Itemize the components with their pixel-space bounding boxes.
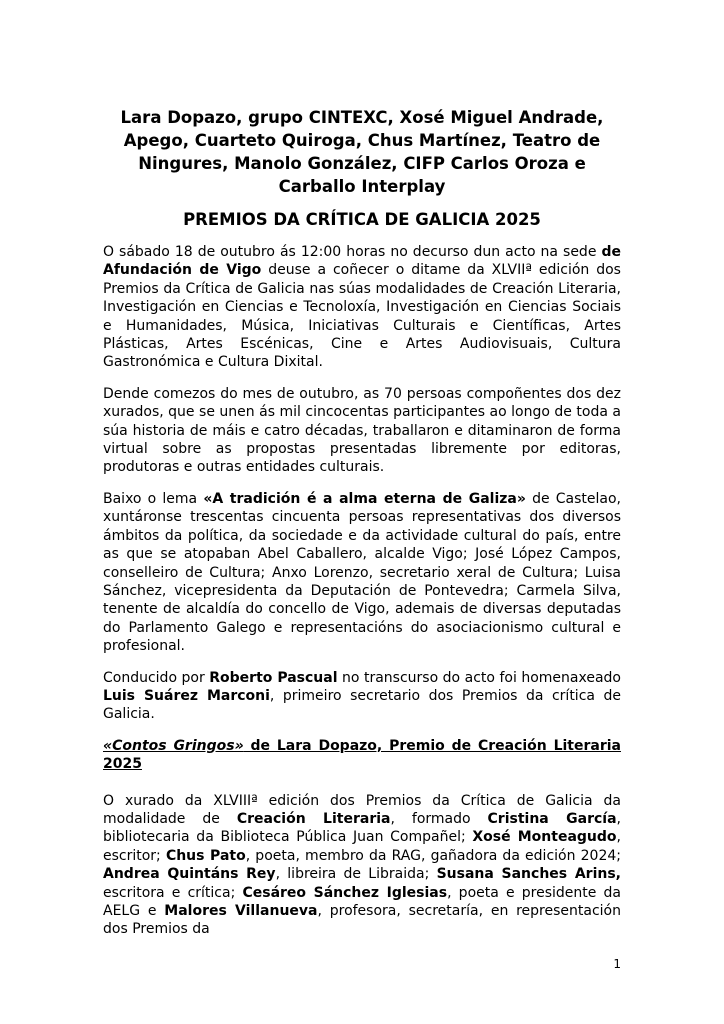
text-run: de Lara Dopazo, Premio de Creación Literaria 2025 [103, 737, 621, 773]
paragraph [103, 243, 621, 372]
text-run: Xosé Monteagudo [472, 829, 617, 846]
paragraph [103, 792, 621, 939]
text-run: Susana Sanches Arins, [436, 866, 621, 883]
text-run: deuse a coñecer o ditame da XLVIIª edición dos Premios da Crítica de Galicia nas súas modalidades de Creación Literaria, Investigación en Ciencias e Tecnoloxía, Investigación en Ciencias Sociais e Humanidades, Música, Iniciativas Culturais e Científicas, Artes Plásticas, Artes Escénicas, Cine e Artes Audiovisuais, Cultura Gastronómica e Cultura Dixital. [103, 262, 621, 371]
document-body [103, 243, 621, 939]
text-run: , libreira de Libraida; [275, 866, 437, 883]
text-run: Dende comezos do mes de outubro, as 70 persoas compoñentes dos dez xurados, que se unen ás mil cincocentas participantes ao longo de toda a súa historia de máis e catro décadas, traballaron e ditaminaron de forma virtual sobre as propostas presentadas libremente por editoras, produtoras e outras entidades culturais. [103, 385, 621, 476]
text-run: Baixo o lema [103, 490, 204, 507]
text-run: , bibliotecaria da Biblioteca Pública Juan Compañel; [103, 810, 621, 846]
text-run: Andrea Quintáns Rey [103, 866, 276, 883]
text-run: escritora e crítica; [103, 884, 243, 901]
text-run: Luis Suárez Marconi [103, 687, 270, 704]
page-number: 1 [613, 957, 621, 971]
text-run: de Afundación de Vigo [103, 244, 621, 279]
section-heading [103, 737, 621, 774]
document-content [103, 0, 621, 952]
text-run: Malores Villanueva [164, 903, 318, 919]
text-run: , poeta e presidente da AELG e [103, 884, 621, 919]
text-run: Conducido por [103, 669, 210, 686]
text-run: , profesora, secretaría, en representación dos Premios da [103, 903, 621, 938]
text-run: «Contos Gringos» [103, 737, 244, 754]
text-run: Creación Literaria [236, 810, 391, 827]
text-run: , formado [390, 810, 488, 827]
text-run: O sábado 18 de outubro ás 12:00 horas no decurso dun acto na sede [103, 244, 602, 260]
text-run: Roberto Pascual [209, 669, 338, 686]
document-subtitle: PREMIOS DA CRÍTICA DE GALICIA 2025 [183, 210, 541, 229]
text-run: , poeta, membro da RAG, gañadora da edición 2024; [245, 847, 621, 864]
paragraph [103, 490, 621, 656]
text-run: , primeiro secretario dos Premios da crítica de Galicia. [103, 687, 621, 723]
text-run: «A tradición é a alma eterna de Galiza» [203, 490, 526, 507]
paragraph [103, 385, 621, 477]
text-run: Chus Pato [165, 847, 246, 864]
text-run: , escritor; [103, 829, 621, 864]
text-run: Cesáreo Sánchez Iglesias [242, 884, 448, 901]
document-title: Lara Dopazo, grupo CINTEXC, Xosé Miguel Andrade, Apego, Cuarteto Quiroga, Chus Martínez, Teatro de Ningures, Manolo González, CIFP Carlos Oroza e Carballo Interplay [120, 108, 604, 196]
text-run: Cristina García [487, 810, 617, 827]
text-run: de Castelao, xuntáronse trescentas cincuenta persoas representativas dos diversos ámbitos da política, da sociedade e da actividade cultural do país, entre as que se atopaban Abel Caballero, alcalde Vigo; José López Campos, conselleiro de Cultura; Anxo Lorenzo, secretario xeral de Cultura; Luisa Sánchez, vicepresidenta da Deputación de Pontevedra; Carmela Silva, tenente de alcaldía do concello de Vigo, ademais de diversas deputadas do Parlamento Galego e representacións do asociacionismo cultural e profesional. [103, 490, 622, 655]
text-run: no transcurso do acto foi homenaxeado [337, 669, 621, 686]
paragraph [103, 669, 621, 724]
text-run: O xurado da XLVIIIª edición dos Premios da Crítica de Galicia da modalidade de [103, 792, 621, 827]
